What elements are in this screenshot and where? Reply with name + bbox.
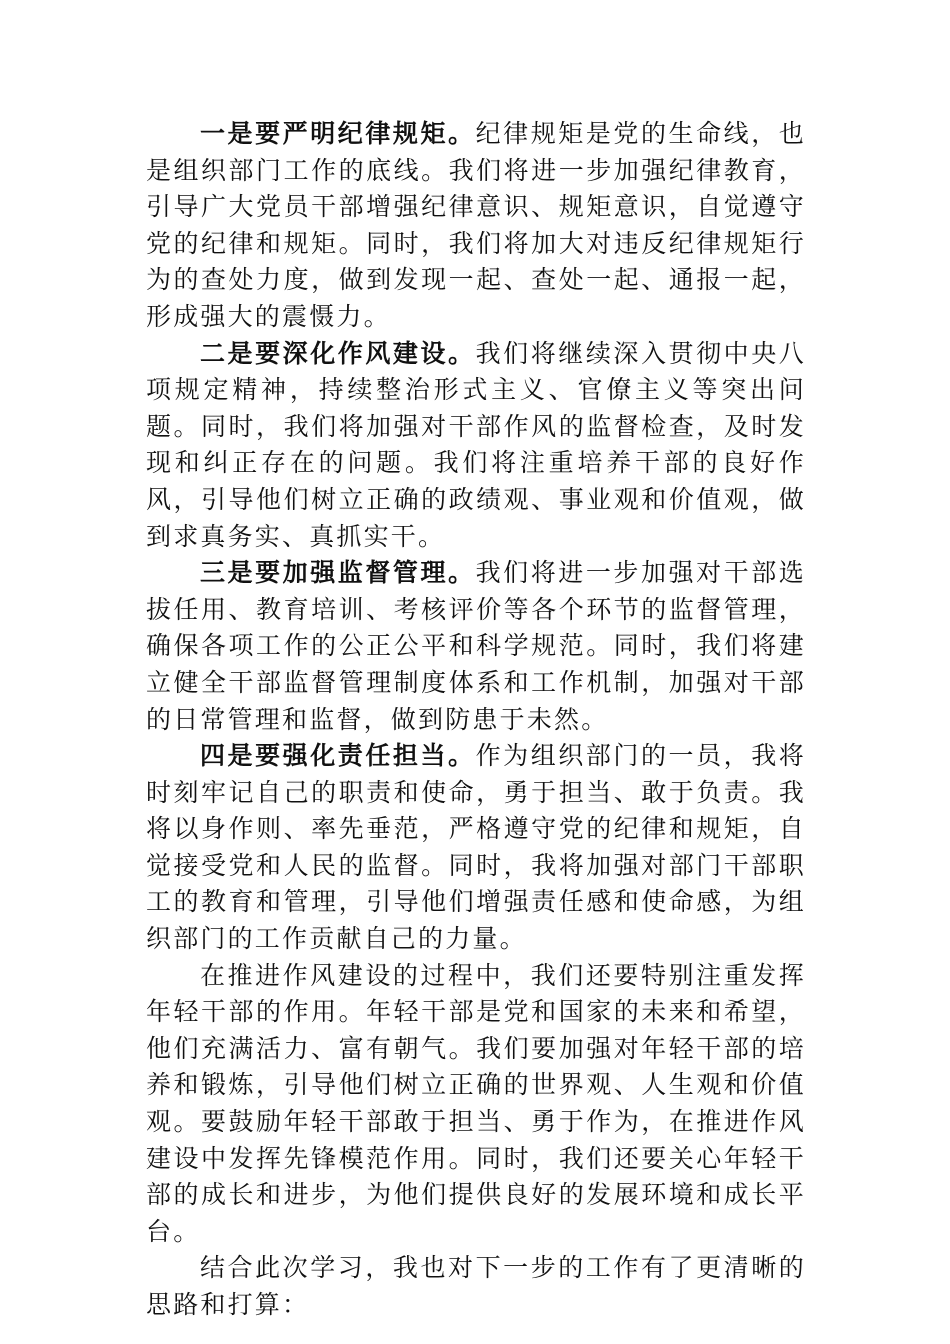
paragraph-young-cadres (146, 958, 806, 1251)
paragraph-heading: 二是要深化作风建设。 (200, 338, 476, 368)
paragraph-supervision (146, 555, 806, 738)
paragraph-heading: 四是要强化责任担当。 (200, 741, 476, 771)
paragraph-discipline (146, 116, 806, 336)
paragraph-text: 纪律规矩是党的生命线，也是组织部门工作的底线。我们将进一步加强纪律教育，引导广大党员干部增强纪律意识、规矩意识，自觉遵守党的纪律和规矩。同时，我们将加大对违反纪律规矩行为的查处力度，做到发现一起、查处一起、通报一起，形成强大的震慑力。 (146, 119, 806, 331)
paragraph-heading: 三是要加强监督管理。 (200, 558, 476, 588)
paragraph-heading: 一是要严明纪律规矩。 (200, 119, 476, 148)
paragraph-text: 我们将进一步加强对干部选拔任用、教育培训、考核评价等各个环节的监督管理，确保各项工作的公正公平和科学规范。同时，我们将建立健全干部监督管理制度体系和工作机制，加强对干部的日常管理和监督，做到防患于未然。 (146, 558, 806, 734)
paragraph-text: 作为组织部门的一员，我将时刻牢记自己的职责和使命，勇于担当、敢于负责。我将以身作则、率先垂范，严格遵守党的纪律和规矩，自觉接受党和人民的监督。同时，我将加强对部门干部职工的教育和管理，引导他们增强责任感和使命感，为组织部门的工作贡献自己的力量。 (146, 741, 806, 954)
paragraph-work-style (146, 336, 806, 556)
paragraph-next-steps (146, 1250, 806, 1323)
paragraph-text: 结合此次学习，我也对下一步的工作有了更清晰的思路和打算： (146, 1253, 806, 1319)
document-page (146, 116, 806, 1324)
paragraph-responsibility (146, 738, 806, 958)
paragraph-text: 我们将继续深入贯彻中央八项规定精神，持续整治形式主义、官僚主义等突出问题。同时，我们将加强对干部作风的监督检查，及时发现和纠正存在的问题。我们将注重培养干部的良好作风，引导他们树立正确的政绩观、事业观和价值观，做到求真务实、真抓实干。 (146, 338, 806, 551)
paragraph-text: 在推进作风建设的过程中，我们还要特别注重发挥年轻干部的作用。年轻干部是党和国家的未来和希望，他们充满活力、富有朝气。我们要加强对年轻干部的培养和锻炼，引导他们树立正确的世界观、人生观和价值观。要鼓励年轻干部敢于担当、勇于作为，在推进作风建设中发挥先锋模范作用。同时，我们还要关心年轻干部的成长和进步，为他们提供良好的发展环境和成长平台。 (146, 960, 806, 1246)
